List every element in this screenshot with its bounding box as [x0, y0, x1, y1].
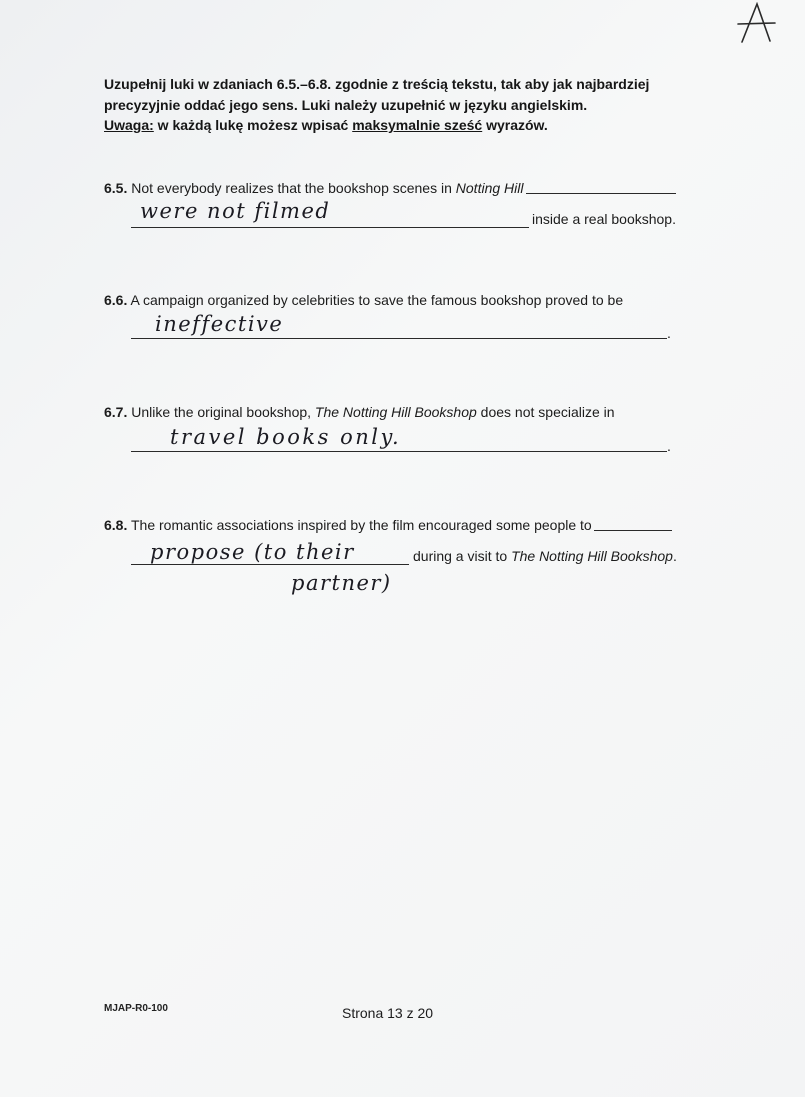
- note-text: w każdą lukę możesz wpisać: [153, 117, 353, 133]
- handwritten-answer-6-6: ineffective: [155, 312, 284, 336]
- question-6-7: [104, 403, 615, 421]
- document-code: MJAP-R0-100: [104, 1003, 168, 1014]
- question-number: 6.6.: [104, 292, 128, 308]
- answer-line: [526, 193, 676, 194]
- question-text: Unlike the original bookshop,: [131, 404, 315, 420]
- trailing-text: during a visit to: [413, 548, 512, 564]
- note-end: wyrazów.: [482, 117, 548, 133]
- question-6-8-trailing: [413, 548, 677, 564]
- answer-line: [131, 227, 529, 228]
- instructions-line-3: [104, 115, 684, 136]
- answer-line: [131, 451, 667, 452]
- question-text: A campaign organized by celebrities to save the famous bookshop proved to be: [130, 292, 624, 308]
- handwritten-answer-6-7: travel books only.: [170, 425, 402, 449]
- instructions: [104, 74, 684, 136]
- sentence-end: .: [667, 325, 671, 341]
- handwritten-answer-6-8-line1: propose (to their: [150, 540, 355, 564]
- sentence-end: .: [667, 438, 671, 454]
- answer-line: [594, 530, 672, 531]
- instructions-line-1: Uzupełnij luki w zdaniach 6.5.–6.8. zgodnie z treścią tekstu, tak aby jak najbardziej: [104, 76, 650, 92]
- question-6-5-trailing: inside a real bookshop.: [532, 211, 676, 227]
- question-number: 6.7.: [104, 404, 128, 420]
- question-6-5: [104, 179, 523, 197]
- grade-mark-a: [736, 2, 778, 44]
- page-number: Strona 13 z 20: [342, 1005, 434, 1021]
- question-text: Not everybody realizes that the bookshop scenes in: [131, 180, 456, 196]
- question-number: 6.5.: [104, 180, 128, 196]
- instructions-line-2: precyzyjnie oddać jego sens. Luki należy uzupełnić w języku angielskim.: [104, 96, 588, 113]
- note-label: Uwaga:: [104, 117, 154, 133]
- question-6-8: [104, 516, 592, 534]
- trailing-end: .: [672, 548, 677, 564]
- handwritten-answer-6-8-line2: partner): [291, 571, 392, 595]
- question-text-italic: Notting Hill: [455, 180, 524, 196]
- answer-line: [131, 564, 409, 565]
- note-emphasis: maksymalnie sześć: [352, 117, 483, 133]
- question-text-italic: The Notting Hill Bookshop: [314, 404, 477, 420]
- question-number: 6.8.: [104, 517, 128, 533]
- handwritten-answer-6-5: were not filmed: [140, 199, 331, 223]
- answer-line: [131, 338, 667, 339]
- question-text: The romantic associations inspired by the film encouraged some people to: [131, 517, 592, 533]
- question-text: does not specialize in: [476, 404, 615, 420]
- trailing-text-italic: The Notting Hill Bookshop: [511, 548, 673, 564]
- question-6-6: [104, 291, 623, 309]
